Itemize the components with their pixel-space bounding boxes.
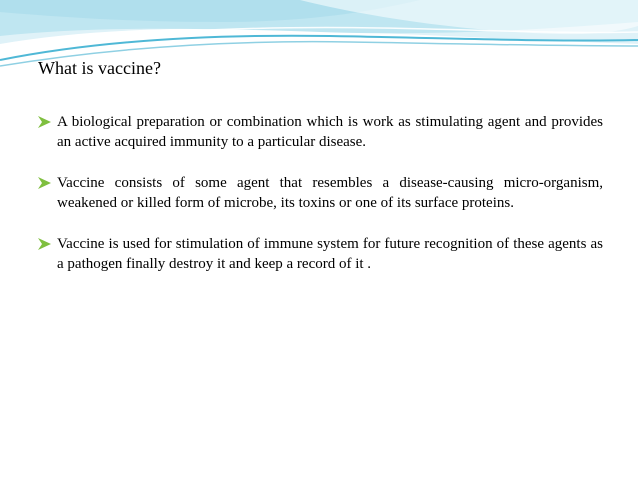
arrowhead-bullet-icon: [38, 177, 51, 189]
bullet-item: [38, 234, 603, 274]
bullet-text: A biological preparation or combination which is work as stimulating agent and provides an active acquired immunity to a particular disease.: [57, 114, 603, 150]
bullet-list: [38, 112, 603, 295]
slide-title: What is vaccine?: [38, 58, 161, 78]
bullet-text: Vaccine is used for stimulation of immune system for future recognition of these agents as a pathogen finally destroy it and keep a record of it .: [57, 236, 603, 272]
bullet-text: Vaccine consists of some agent that resembles a disease-causing micro-organism, weakened or killed form of microbe, its toxins or one of its surface proteins.: [57, 175, 603, 211]
bullet-item: [38, 173, 603, 213]
bullet-item: [38, 112, 603, 152]
arrowhead-bullet-icon: [38, 116, 51, 128]
arrowhead-bullet-icon: [38, 238, 51, 250]
